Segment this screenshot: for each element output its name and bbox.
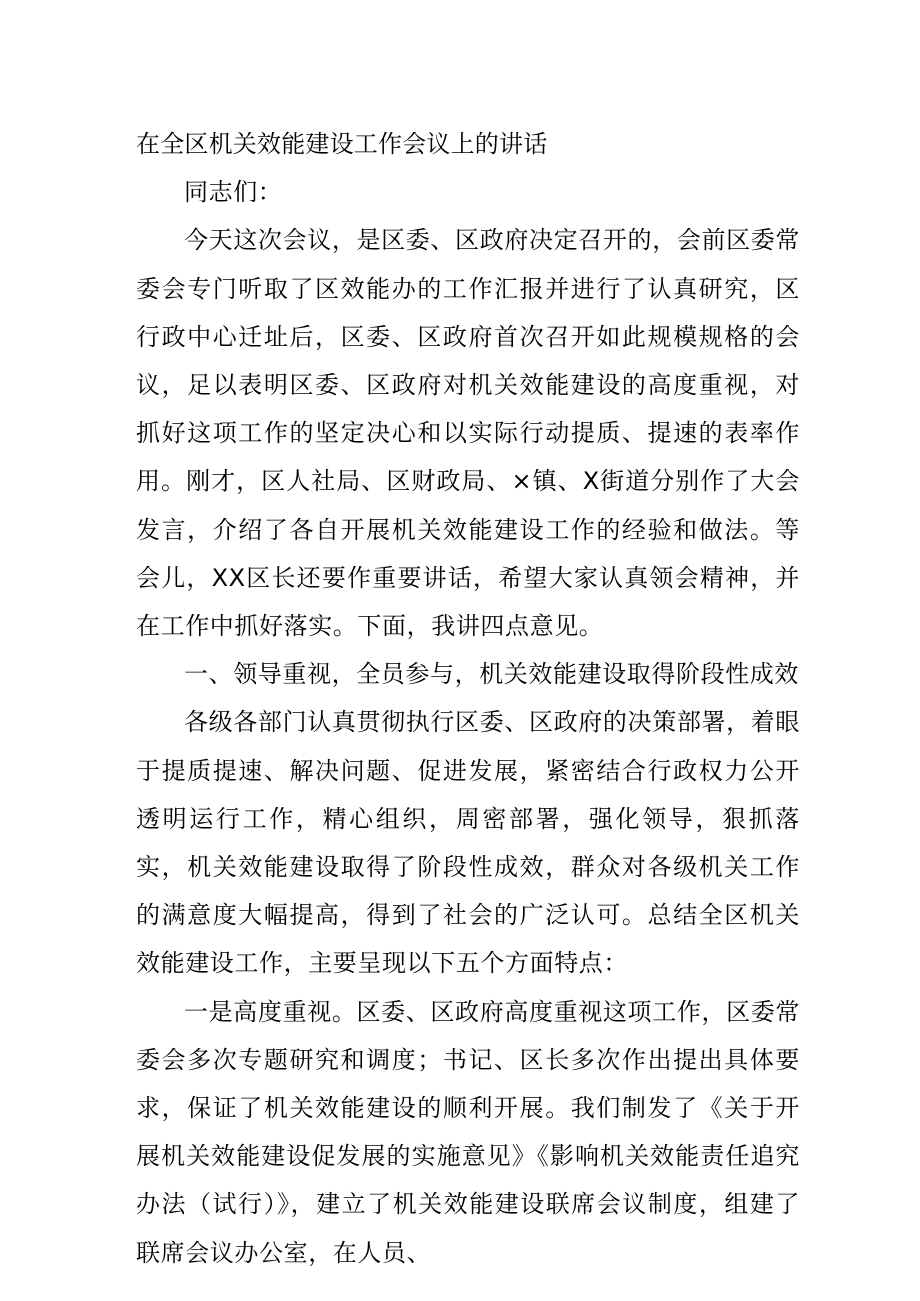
- paragraph-achievements: 各级各部门认真贯彻执行区委、区政府的决策部署，着眼于提质提速、解决问题、促进发展，紧密结合行政权力公开透明运行工作，精心组织，周密部署，强化领导，狠抓落实，机关效能建设取得了阶段性成效，群众对各级机关工作的满意度大幅提高，得到了社会的广泛认可。总结全区机关效能建设工作，主要呈现以下五个方面特点：: [136, 708, 800, 978]
- section-heading-1: 一、领导重视，全员参与，机关效能建设取得阶段性成效: [184, 660, 799, 689]
- greeting: 同志们：: [184, 178, 283, 207]
- document-page: [136, 120, 800, 1277]
- paragraph-point-1: 一是高度重视。区委、区政府高度重视这项工作，区委常委会多次专题研究和调度；书记、区长多次作出提出具体要求，保证了机关效能建设的顺利开展。我们制发了《关于开展机关效能建设促发展的实施意见》《影响机关效能责任追究办法（试行）》，建立了机关效能建设联席会议制度，组建了联席会议办公室，在人员、: [136, 997, 800, 1267]
- paragraph-intro: 今天这次会议，是区委、区政府决定召开的，会前区委常委会专门听取了区效能办的工作汇报并进行了认真研究，区行政中心迁址后，区委、区政府首次召开如此规模规格的会议，足以表明区委、区政府对机关效能建设的高度重视，对抓好这项工作的坚定决心和以实际行动提质、提速的表率作用。刚才，区人社局、区财政局、×镇、X街道分别作了大会发言，介绍了各自开展机关效能建设工作的经验和做法。等会儿，XX区长还要作重要讲话，希望大家认真领会精神，并在工作中抓好落实。下面，我讲四点意见。: [136, 226, 800, 641]
- document-title: 在全区机关效能建设工作会议上的讲话: [136, 130, 548, 158]
